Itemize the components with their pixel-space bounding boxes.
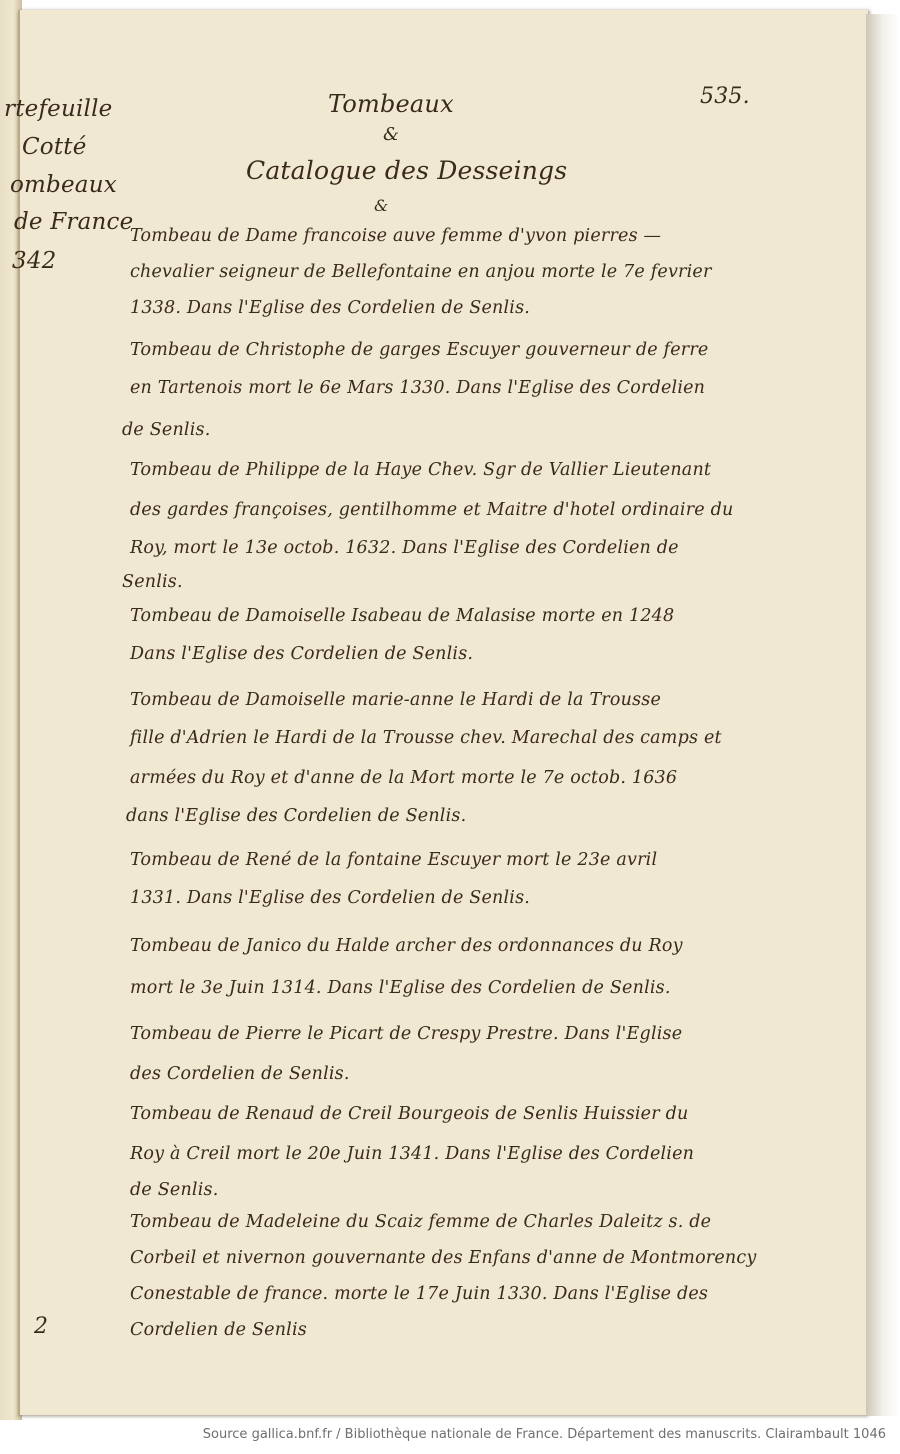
entry-line: dans l'Eglise des Cordelien de Senlis.: [126, 806, 467, 826]
heading-title: Tombeaux: [328, 90, 454, 118]
entry-line: Tombeau de Dame francoise auve femme d'yvon pierres —: [130, 226, 662, 246]
entry-line: armées du Roy et d'anne de la Mort morte le 7e octob. 1636: [130, 768, 678, 788]
margin-note-line: rtefeuille: [4, 96, 113, 122]
heading-subtitle: Catalogue des Desseings: [246, 156, 568, 185]
entry-line: Tombeau de Philippe de la Haye Chev. Sgr de Vallier Lieutenant: [130, 460, 712, 480]
entry-line: Tombeau de Pierre le Picart de Crespy Prestre. Dans l'Eglise: [130, 1024, 683, 1044]
entry-line: Roy, mort le 13e octob. 1632. Dans l'Eglise des Cordelien de: [130, 538, 679, 558]
entry-line: Tombeau de Madeleine du Scaiz femme de Charles Daleitz s. de: [130, 1212, 712, 1232]
entry-line: des gardes françoises, gentilhomme et Maitre d'hotel ordinaire du: [130, 500, 734, 520]
entry-line: fille d'Adrien le Hardi de la Trousse chev. Marechal des camps et: [130, 728, 722, 748]
entry-line: des Cordelien de Senlis.: [130, 1064, 350, 1084]
entry-line: chevalier seigneur de Bellefontaine en anjou morte le 7e fevrier: [130, 262, 712, 282]
entry-line: Tombeau de Renaud de Creil Bourgeois de Senlis Huissier du: [130, 1104, 689, 1124]
entry-line: Roy à Creil mort le 20e Juin 1341. Dans l'Eglise des Cordelien: [130, 1144, 695, 1164]
entry-line: Tombeau de Damoiselle Isabeau de Malasise morte en 1248: [130, 606, 675, 626]
heading-connector: &: [383, 124, 400, 145]
heading-connector: &: [374, 196, 389, 215]
entry-line: de Senlis.: [130, 1180, 219, 1200]
manuscript-page: [18, 10, 868, 1415]
entry-line: Tombeau de Christophe de garges Escuyer gouverneur de ferre: [130, 340, 709, 360]
entry-line: Dans l'Eglise des Cordelien de Senlis.: [130, 644, 474, 664]
entry-line: Conestable de france. morte le 17e Juin 1330. Dans l'Eglise des: [130, 1284, 709, 1304]
entry-line: 1338. Dans l'Eglise des Cordelien de Senlis.: [130, 298, 531, 318]
entry-line: Tombeau de Janico du Halde archer des ordonnances du Roy: [130, 936, 683, 956]
entry-line: Senlis.: [122, 572, 183, 592]
folio-number: 535.: [700, 84, 750, 109]
entry-line: en Tartenois mort le 6e Mars 1330. Dans l'Eglise des Cordelien: [130, 378, 706, 398]
entry-line: Corbeil et nivernon gouvernante des Enfans d'anne de Montmorency: [130, 1248, 757, 1268]
bottom-margin-number: 2: [34, 1314, 49, 1339]
margin-note-line: Cotté: [22, 134, 87, 160]
entry-line: Tombeau de René de la fontaine Escuyer mort le 23e avril: [130, 850, 658, 870]
margin-note-line: de France: [14, 209, 134, 235]
entry-line: de Senlis.: [122, 420, 211, 440]
entry-line: mort le 3e Juin 1314. Dans l'Eglise des Cordelien de Senlis.: [130, 978, 671, 998]
margin-note-line: 342: [12, 248, 57, 274]
page-shadow: [866, 14, 900, 1416]
entry-line: Cordelien de Senlis: [130, 1320, 307, 1340]
source-footer: Source gallica.bnf.fr / Bibliothèque nationale de France. Département des manuscrits. Clairambault 1046: [202, 1427, 886, 1442]
entry-line: 1331. Dans l'Eglise des Cordelien de Senlis.: [130, 888, 531, 908]
entry-line: Tombeau de Damoiselle marie-anne le Hardi de la Trousse: [130, 690, 662, 710]
margin-note-line: ombeaux: [10, 172, 117, 198]
